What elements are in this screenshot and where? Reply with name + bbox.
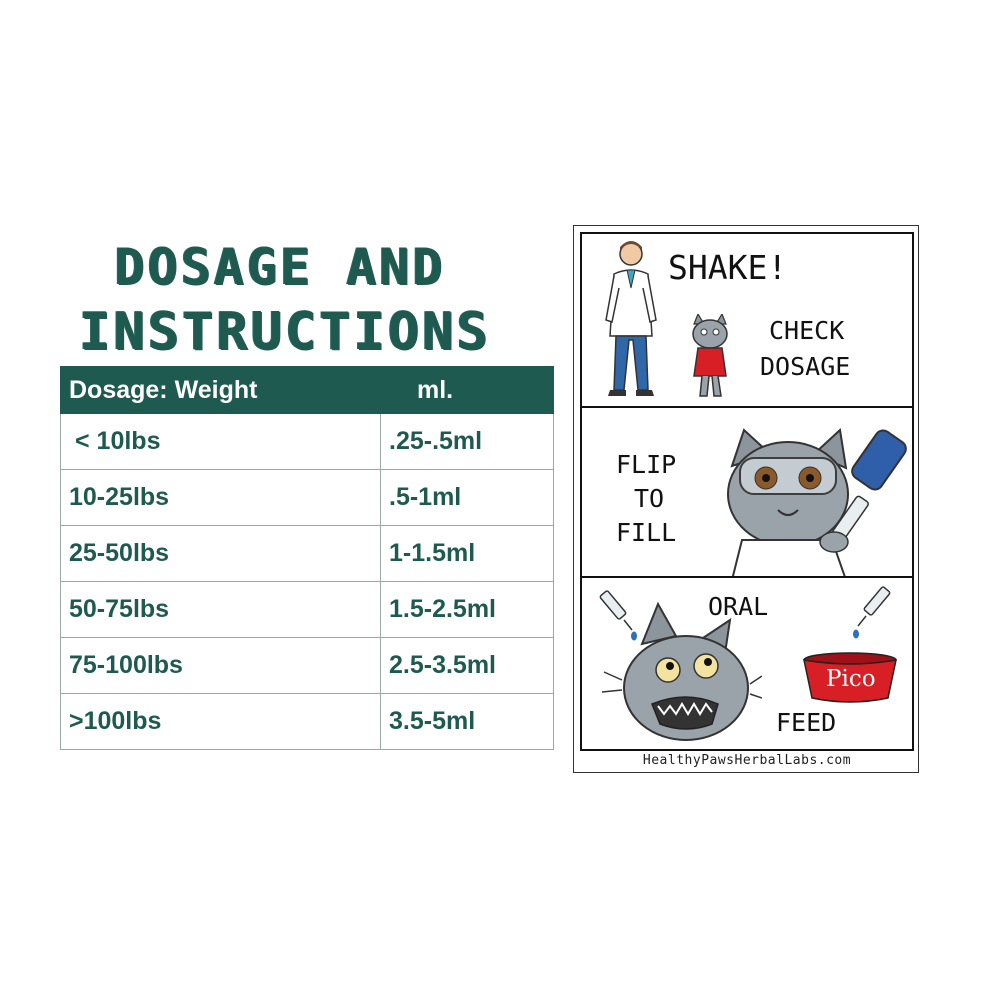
dose-cell: 3.5-5ml	[381, 694, 554, 750]
lab-cat-with-syringe-illustration	[722, 424, 912, 578]
scared-cat-illustration	[602, 600, 762, 748]
feed-label: FEED	[776, 708, 837, 737]
to-label: TO	[634, 484, 665, 513]
table-row	[61, 526, 554, 582]
weight-cell: 50-75lbs	[61, 582, 381, 638]
website-url: HealthyPawsHerbalLabs.com	[642, 753, 852, 768]
weight-cell: >100lbs	[61, 694, 381, 750]
table-row	[61, 694, 554, 750]
shake-label: SHAKE!	[668, 248, 788, 287]
shake-panel	[580, 232, 914, 408]
table-row	[61, 582, 554, 638]
table-row	[61, 414, 554, 470]
weight-cell: < 10lbs	[61, 414, 381, 470]
fill-label: FILL	[616, 518, 677, 547]
table-header-row	[61, 367, 554, 414]
table-row	[61, 638, 554, 694]
weight-cell: 25-50lbs	[61, 526, 381, 582]
cat-in-shirt-illustration	[680, 314, 740, 404]
dosage-table	[60, 366, 554, 750]
check-label: CHECK	[769, 316, 845, 345]
dosage-label: DOSAGE	[760, 352, 851, 381]
flip-panel	[580, 406, 914, 578]
header-ml: ml.	[381, 367, 554, 414]
bowl-label: Pico	[826, 666, 876, 692]
instruction-card	[573, 225, 919, 773]
dose-cell: 1-1.5ml	[381, 526, 554, 582]
weight-cell: 10-25lbs	[61, 470, 381, 526]
oral-label: ORAL	[708, 592, 769, 621]
feed-panel	[580, 576, 914, 751]
table-row	[61, 470, 554, 526]
dose-cell: 1.5-2.5ml	[381, 582, 554, 638]
header-weight: Dosage: Weight	[61, 367, 381, 414]
syringe-right-icon	[850, 584, 902, 646]
dose-cell: .5-1ml	[381, 470, 554, 526]
scientist-illustration	[600, 240, 662, 402]
weight-cell: 75-100lbs	[61, 638, 381, 694]
page-title-line-2: INSTRUCTIONS	[79, 302, 491, 362]
dose-cell: .25-.5ml	[381, 414, 554, 470]
flip-label: FLIP	[616, 450, 677, 479]
page-title-line-1: DOSAGE AND	[114, 238, 446, 296]
dose-cell: 2.5-3.5ml	[381, 638, 554, 694]
